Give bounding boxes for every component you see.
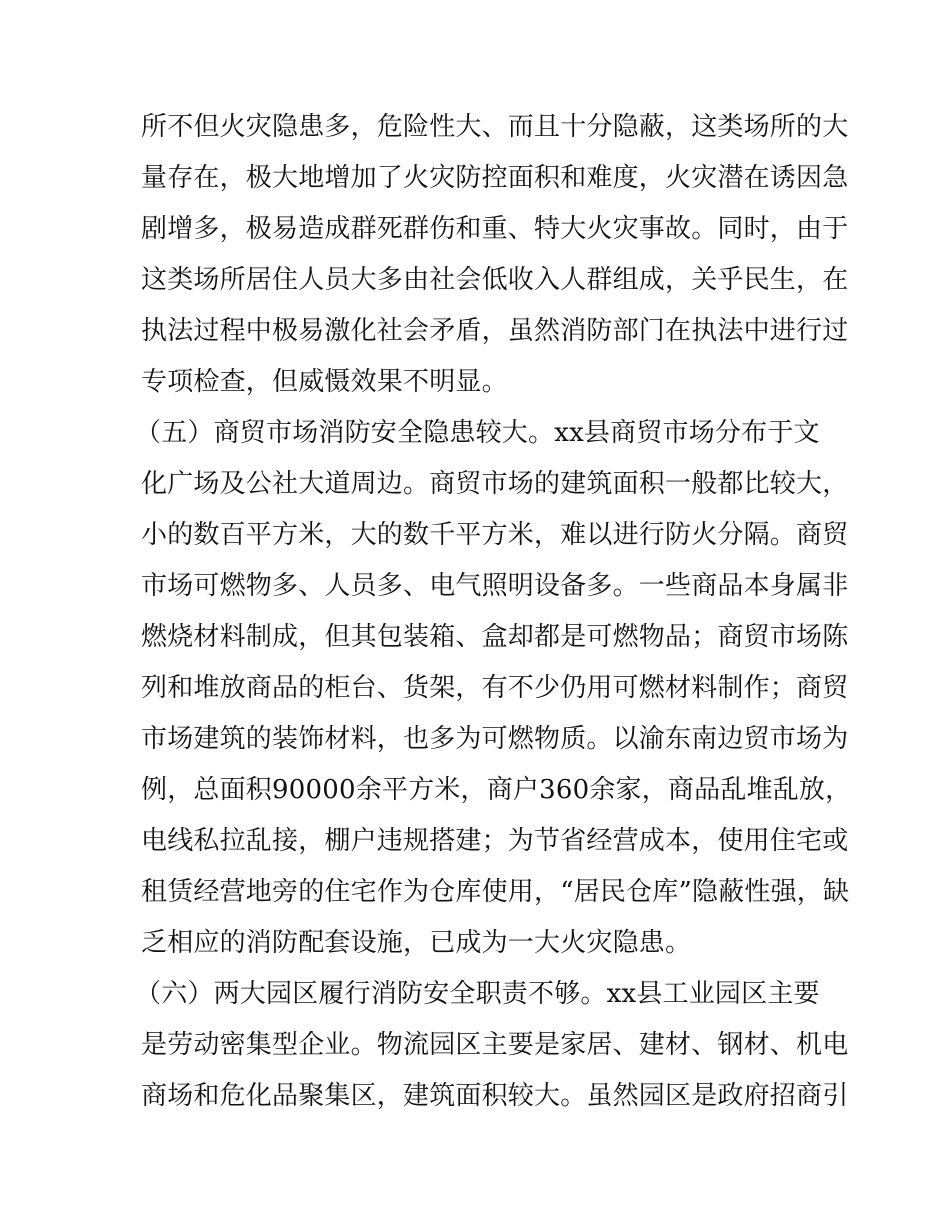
text-line: 所不但火灾隐患多，危险性大、而且十分隐蔽，这类场所的大	[141, 112, 849, 142]
text-line: 化广场及公社大道周边。商贸市场的建筑面积一般都比较大，	[141, 469, 849, 499]
text-line: 租赁经营地旁的住宅作为仓库使用，“居民仓库”隐蔽性强，缺	[141, 877, 850, 907]
text-line: 量存在，极大地增加了火灾防控面积和难度，火灾潜在诱因急	[141, 163, 849, 193]
text-line: 燃烧材料制成，但其包装箱、盒却都是可燃物品；商贸市场陈	[141, 622, 849, 652]
text-line: 执法过程中极易激化社会矛盾，虽然消防部门在执法中进行过	[141, 316, 849, 346]
text-line: 例，总面积90000余平方米，商户360余家，商品乱堆乱放，	[141, 775, 852, 805]
section-heading-line: （六）两大园区履行消防安全职责不够。xx县工业园区主要	[135, 979, 820, 1009]
text-line: 乏相应的消防配套设施，已成为一大火灾隐患。	[141, 928, 692, 958]
text-line: 商场和危化品聚集区，建筑面积较大。虽然园区是政府招商引	[141, 1081, 849, 1111]
text-line: 这类场所居住人员大多由社会低收入人群组成，关乎民生，在	[141, 265, 849, 295]
text-line: 市场建筑的装饰材料，也多为可燃物质。以渝东南边贸市场为	[141, 724, 849, 754]
document-body	[135, 102, 852, 1122]
text-line: 专项检查，但威慑效果不明显。	[141, 367, 508, 397]
text-line: 市场可燃物多、人员多、电气照明设备多。一些商品本身属非	[141, 571, 849, 601]
text-line: 小的数百平方米，大的数千平方米，难以进行防火分隔。商贸	[141, 520, 849, 550]
text-line: 是劳动密集型企业。物流园区主要是家居、建材、钢材、机电	[141, 1030, 849, 1060]
section-heading-line: （五）商贸市场消防安全隐患较大。xx县商贸市场分布于文	[135, 418, 820, 448]
text-line: 列和堆放商品的柜台、货架，有不少仍用可燃材料制作；商贸	[141, 673, 849, 703]
text-line: 电线私拉乱接，棚户违规搭建；为节省经营成本，使用住宅或	[141, 826, 849, 856]
text-line: 剧增多，极易造成群死群伤和重、特大火灾事故。同时，由于	[141, 214, 849, 244]
